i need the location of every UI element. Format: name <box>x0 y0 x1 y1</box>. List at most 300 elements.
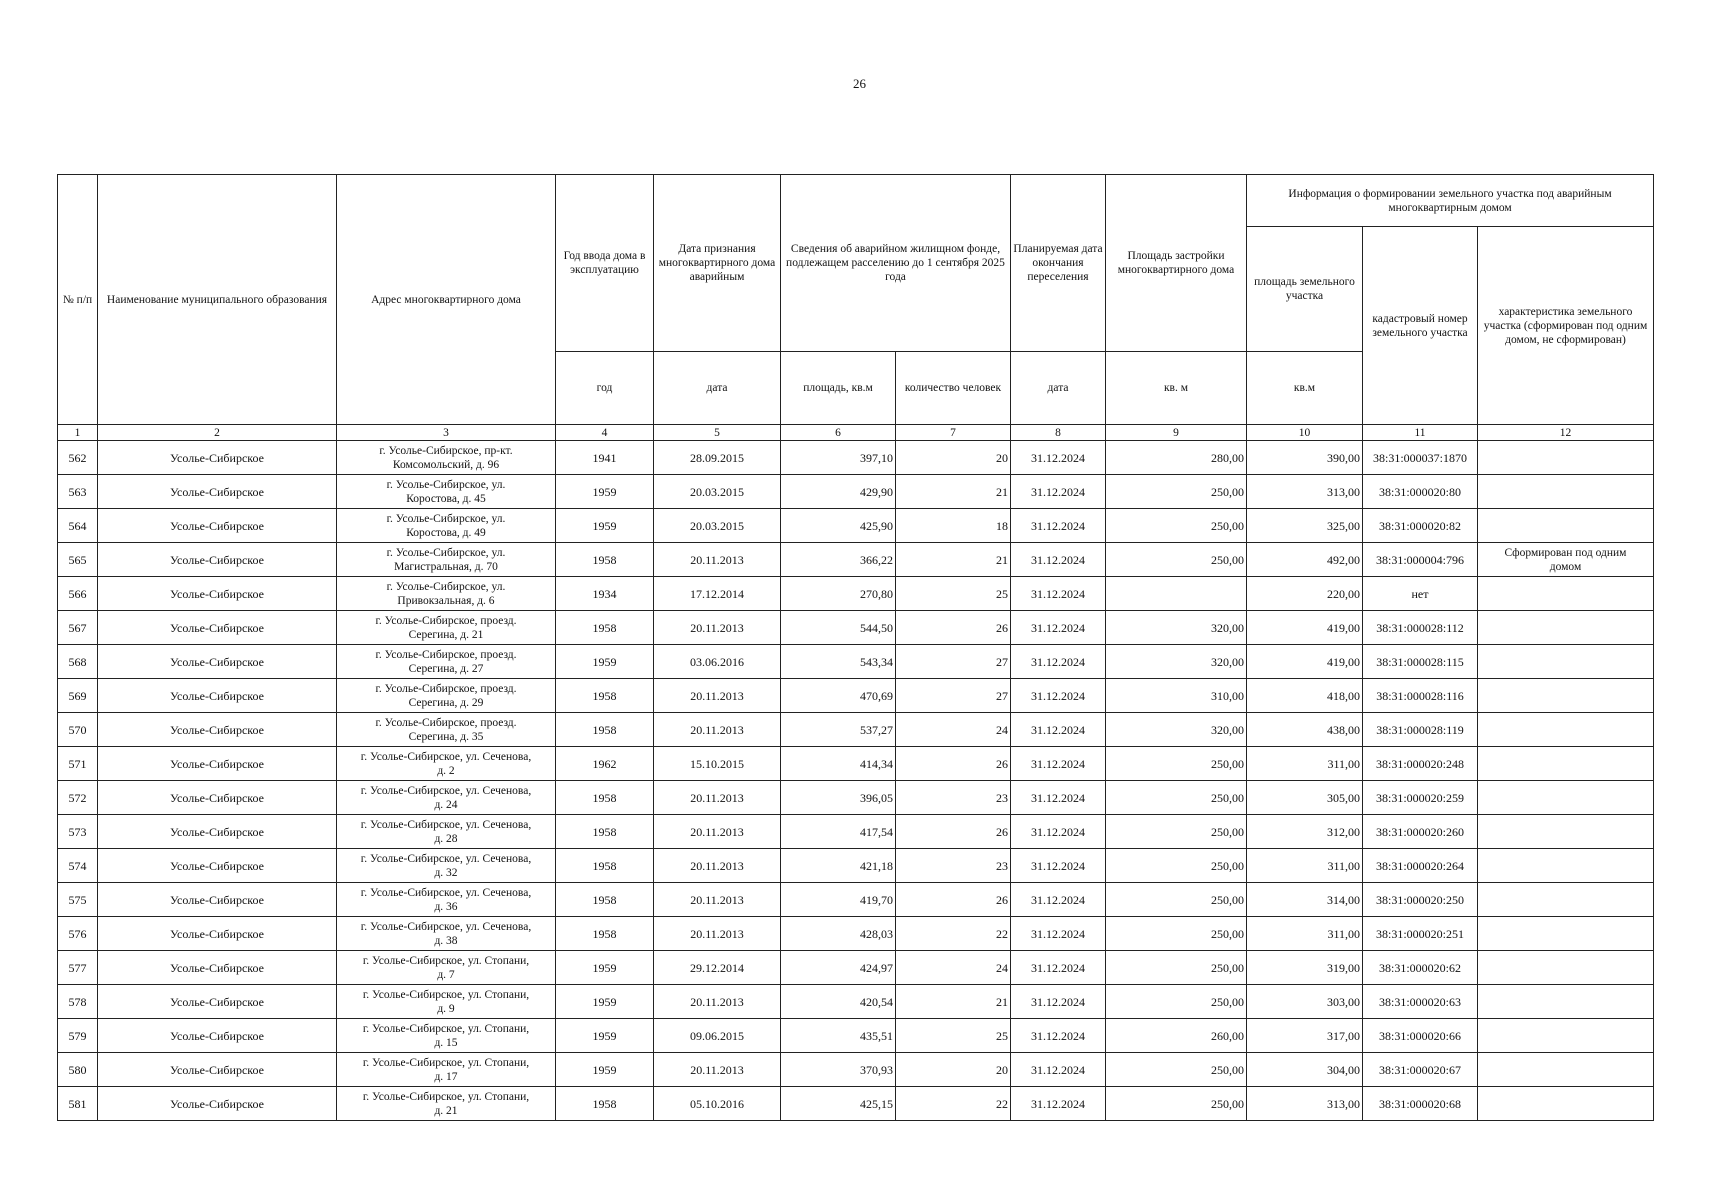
area-cell: 414,34 <box>781 747 896 781</box>
people-cell: 20 <box>896 1053 1011 1087</box>
planned-date-cell: 31.12.2024 <box>1011 543 1106 577</box>
table-row <box>58 1019 1654 1053</box>
recognition-date-cell: 17.12.2014 <box>654 577 781 611</box>
year-cell: 1959 <box>556 1053 654 1087</box>
land-characteristic-cell <box>1478 747 1654 781</box>
land-characteristic-cell <box>1478 1087 1654 1121</box>
year-cell: 1958 <box>556 679 654 713</box>
land-area-cell: 313,00 <box>1247 475 1363 509</box>
row-number: 578 <box>58 985 98 1019</box>
land-characteristic-cell <box>1478 917 1654 951</box>
unit-area: площадь, кв.м <box>781 352 896 425</box>
cadastral-cell: 38:31:000020:80 <box>1363 475 1478 509</box>
address-line: г. Усолье-Сибирское, проезд. <box>375 648 517 661</box>
recognition-date-cell: 20.11.2013 <box>654 917 781 951</box>
planned-date-cell: 31.12.2024 <box>1011 917 1106 951</box>
people-cell: 26 <box>896 611 1011 645</box>
column-number: 12 <box>1478 425 1654 441</box>
address-cell <box>337 441 556 475</box>
header-planned-date: Планируемая дата окончания переселения <box>1011 175 1106 352</box>
address-line: д. 38 <box>434 934 458 947</box>
cadastral-cell: 38:31:000028:115 <box>1363 645 1478 679</box>
municipality-cell: Усолье-Сибирское <box>98 475 337 509</box>
land-area-cell: 304,00 <box>1247 1053 1363 1087</box>
address-cell <box>337 1087 556 1121</box>
cadastral-cell: 38:31:000028:116 <box>1363 679 1478 713</box>
address-cell <box>337 849 556 883</box>
land-area-cell: 319,00 <box>1247 951 1363 985</box>
table-row <box>58 917 1654 951</box>
table-row <box>58 781 1654 815</box>
table-row <box>58 985 1654 1019</box>
address-line: Серегина, д. 27 <box>408 662 484 675</box>
people-cell: 20 <box>896 441 1011 475</box>
table-row <box>58 713 1654 747</box>
municipality-cell: Усолье-Сибирское <box>98 883 337 917</box>
header-year-in-service: Год ввода дома в эксплуатацию <box>556 175 654 352</box>
row-number: 572 <box>58 781 98 815</box>
land-area-cell: 418,00 <box>1247 679 1363 713</box>
row-number: 568 <box>58 645 98 679</box>
built-area-cell: 320,00 <box>1106 611 1247 645</box>
people-cell: 27 <box>896 645 1011 679</box>
recognition-date-cell: 20.03.2015 <box>654 475 781 509</box>
planned-date-cell: 31.12.2024 <box>1011 441 1106 475</box>
cadastral-cell: 38:31:000020:248 <box>1363 747 1478 781</box>
cadastral-cell: 38:31:000020:250 <box>1363 883 1478 917</box>
address-line: Привокзальная, д. 6 <box>397 594 495 607</box>
land-area-cell: 390,00 <box>1247 441 1363 475</box>
year-cell: 1958 <box>556 1087 654 1121</box>
address-cell <box>337 679 556 713</box>
planned-date-cell: 31.12.2024 <box>1011 611 1106 645</box>
row-number: 580 <box>58 1053 98 1087</box>
land-characteristic-cell <box>1478 645 1654 679</box>
people-cell: 23 <box>896 849 1011 883</box>
address-line: г. Усолье-Сибирское, ул. Стопани, <box>362 954 530 967</box>
address-line: Серегина, д. 29 <box>408 696 484 709</box>
address-cell <box>337 951 556 985</box>
row-number: 566 <box>58 577 98 611</box>
address-line: д. 9 <box>437 1002 455 1015</box>
planned-date-cell: 31.12.2024 <box>1011 645 1106 679</box>
planned-date-cell: 31.12.2024 <box>1011 849 1106 883</box>
planned-date-cell: 31.12.2024 <box>1011 781 1106 815</box>
row-number: 565 <box>58 543 98 577</box>
land-area-cell: 438,00 <box>1247 713 1363 747</box>
unit-people: количество человек <box>896 352 1011 425</box>
row-number: 573 <box>58 815 98 849</box>
people-cell: 23 <box>896 781 1011 815</box>
table-row <box>58 849 1654 883</box>
built-area-cell: 280,00 <box>1106 441 1247 475</box>
cadastral-cell: 38:31:000028:112 <box>1363 611 1478 645</box>
address-cell <box>337 509 556 543</box>
cadastral-cell: 38:31:000020:62 <box>1363 951 1478 985</box>
land-area-cell: 419,00 <box>1247 611 1363 645</box>
built-area-cell: 310,00 <box>1106 679 1247 713</box>
built-area-cell <box>1106 577 1247 611</box>
row-number: 567 <box>58 611 98 645</box>
address-line: д. 21 <box>434 1104 458 1117</box>
year-cell: 1958 <box>556 713 654 747</box>
address-line: г. Усолье-Сибирское, ул. <box>386 580 506 593</box>
recognition-date-cell: 20.11.2013 <box>654 713 781 747</box>
land-area-cell: 312,00 <box>1247 815 1363 849</box>
built-area-cell: 250,00 <box>1106 849 1247 883</box>
land-characteristic-cell <box>1478 611 1654 645</box>
cadastral-cell: 38:31:000020:259 <box>1363 781 1478 815</box>
year-cell: 1958 <box>556 917 654 951</box>
area-cell: 397,10 <box>781 441 896 475</box>
header-recognition-date: Дата признания многоквартирного дома аварийным <box>654 175 781 352</box>
address-line: Коростова, д. 49 <box>406 526 486 539</box>
cadastral-cell: 38:31:000028:119 <box>1363 713 1478 747</box>
people-cell: 18 <box>896 509 1011 543</box>
built-area-cell: 250,00 <box>1106 985 1247 1019</box>
area-cell: 435,51 <box>781 1019 896 1053</box>
land-characteristic-cell <box>1478 951 1654 985</box>
address-line: Комсомольский, д. 96 <box>392 458 500 471</box>
municipality-cell: Усолье-Сибирское <box>98 441 337 475</box>
header-land-area: площадь земельного участка <box>1247 227 1363 352</box>
land-characteristic-cell <box>1478 713 1654 747</box>
municipality-cell: Усолье-Сибирское <box>98 815 337 849</box>
built-area-cell: 250,00 <box>1106 781 1247 815</box>
planned-date-cell: 31.12.2024 <box>1011 1053 1106 1087</box>
people-cell: 27 <box>896 679 1011 713</box>
recognition-date-cell: 20.11.2013 <box>654 985 781 1019</box>
header-num: № п/п <box>58 175 98 425</box>
recognition-date-cell: 20.11.2013 <box>654 611 781 645</box>
municipality-cell: Усолье-Сибирское <box>98 849 337 883</box>
planned-date-cell: 31.12.2024 <box>1011 475 1106 509</box>
cadastral-cell: нет <box>1363 577 1478 611</box>
address-line: г. Усолье-Сибирское, ул. Сеченова, <box>360 920 532 933</box>
note-line: Сформирован под одним <box>1504 546 1627 559</box>
cadastral-cell: 38:31:000020:67 <box>1363 1053 1478 1087</box>
year-cell: 1959 <box>556 509 654 543</box>
address-line: г. Усолье-Сибирское, ул. <box>386 478 506 491</box>
page-number: 26 <box>853 76 866 91</box>
built-area-cell: 250,00 <box>1106 747 1247 781</box>
address-line: Серегина, д. 21 <box>408 628 484 641</box>
address-cell <box>337 713 556 747</box>
table-row <box>58 747 1654 781</box>
address-line: д. 2 <box>437 764 455 777</box>
built-area-cell: 250,00 <box>1106 1053 1247 1087</box>
cadastral-cell: 38:31:000037:1870 <box>1363 441 1478 475</box>
cadastral-cell: 38:31:000020:68 <box>1363 1087 1478 1121</box>
municipality-cell: Усолье-Сибирское <box>98 645 337 679</box>
area-cell: 470,69 <box>781 679 896 713</box>
planned-date-cell: 31.12.2024 <box>1011 747 1106 781</box>
column-number: 2 <box>98 425 337 441</box>
address-cell <box>337 815 556 849</box>
land-characteristic-cell <box>1478 509 1654 543</box>
people-cell: 25 <box>896 577 1011 611</box>
land-characteristic-cell <box>1478 781 1654 815</box>
column-number: 8 <box>1011 425 1106 441</box>
recognition-date-cell: 05.10.2016 <box>654 1087 781 1121</box>
land-characteristic-cell <box>1478 475 1654 509</box>
land-characteristic-cell <box>1478 849 1654 883</box>
table-row <box>58 577 1654 611</box>
built-area-cell: 320,00 <box>1106 713 1247 747</box>
land-characteristic-cell <box>1478 679 1654 713</box>
row-number: 575 <box>58 883 98 917</box>
planned-date-cell: 31.12.2024 <box>1011 679 1106 713</box>
planned-date-cell: 31.12.2024 <box>1011 1019 1106 1053</box>
header-address: Адрес многоквартирного дома <box>337 175 556 425</box>
address-cell <box>337 611 556 645</box>
table-row <box>58 1053 1654 1087</box>
header-cadastral: кадастровый номер земельного участка <box>1363 227 1478 425</box>
column-number: 5 <box>654 425 781 441</box>
cadastral-cell: 38:31:000020:260 <box>1363 815 1478 849</box>
year-cell: 1958 <box>556 883 654 917</box>
area-cell: 421,18 <box>781 849 896 883</box>
header-municipality: Наименование муниципального образования <box>98 175 337 425</box>
table-row <box>58 883 1654 917</box>
land-area-cell: 311,00 <box>1247 917 1363 951</box>
recognition-date-cell: 29.12.2014 <box>654 951 781 985</box>
land-characteristic-cell <box>1478 815 1654 849</box>
table-row <box>58 815 1654 849</box>
municipality-cell: Усолье-Сибирское <box>98 781 337 815</box>
table-row <box>58 441 1654 475</box>
address-cell <box>337 1019 556 1053</box>
address-line: г. Усолье-Сибирское, проезд. <box>375 614 517 627</box>
land-characteristic-cell <box>1478 1019 1654 1053</box>
unit-date: дата <box>654 352 781 425</box>
table-row <box>58 509 1654 543</box>
note-line: домом <box>1549 560 1582 573</box>
address-line: Коростова, д. 45 <box>406 492 486 505</box>
table-row <box>58 475 1654 509</box>
year-cell: 1962 <box>556 747 654 781</box>
land-area-cell: 305,00 <box>1247 781 1363 815</box>
people-cell: 26 <box>896 883 1011 917</box>
land-characteristic-cell <box>1478 543 1654 577</box>
unit-planned-date: дата <box>1011 352 1106 425</box>
people-cell: 21 <box>896 543 1011 577</box>
address-cell <box>337 645 556 679</box>
address-line: г. Усолье-Сибирское, ул. Сеченова, <box>360 818 532 831</box>
year-cell: 1959 <box>556 475 654 509</box>
year-cell: 1958 <box>556 781 654 815</box>
land-characteristic-cell <box>1478 441 1654 475</box>
row-number: 579 <box>58 1019 98 1053</box>
land-area-cell: 313,00 <box>1247 1087 1363 1121</box>
row-number: 570 <box>58 713 98 747</box>
municipality-cell: Усолье-Сибирское <box>98 543 337 577</box>
land-characteristic-cell <box>1478 985 1654 1019</box>
emergency-housing-table <box>57 174 1654 1121</box>
column-number: 4 <box>556 425 654 441</box>
people-cell: 22 <box>896 1087 1011 1121</box>
municipality-cell: Усолье-Сибирское <box>98 509 337 543</box>
built-area-cell: 250,00 <box>1106 815 1247 849</box>
address-line: д. 17 <box>434 1070 458 1083</box>
people-cell: 25 <box>896 1019 1011 1053</box>
year-cell: 1958 <box>556 543 654 577</box>
address-line: г. Усолье-Сибирское, пр-кт. <box>379 444 513 457</box>
address-line: д. 28 <box>434 832 458 845</box>
address-line: г. Усолье-Сибирское, ул. Стопани, <box>362 1090 530 1103</box>
land-area-cell: 419,00 <box>1247 645 1363 679</box>
address-line: г. Усолье-Сибирское, ул. Сеченова, <box>360 784 532 797</box>
land-area-cell: 492,00 <box>1247 543 1363 577</box>
land-characteristic-cell <box>1478 883 1654 917</box>
address-line: г. Усолье-Сибирское, ул. Сеченова, <box>360 852 532 865</box>
built-area-cell: 260,00 <box>1106 1019 1247 1053</box>
land-area-cell: 325,00 <box>1247 509 1363 543</box>
people-cell: 24 <box>896 951 1011 985</box>
built-area-cell: 250,00 <box>1106 509 1247 543</box>
unit-land-area: кв.м <box>1247 352 1363 425</box>
recognition-date-cell: 15.10.2015 <box>654 747 781 781</box>
built-area-cell: 250,00 <box>1106 917 1247 951</box>
address-cell <box>337 985 556 1019</box>
column-number: 1 <box>58 425 98 441</box>
recognition-date-cell: 20.11.2013 <box>654 883 781 917</box>
table-row <box>58 951 1654 985</box>
table-row <box>58 1087 1654 1121</box>
land-area-cell: 220,00 <box>1247 577 1363 611</box>
table-body <box>58 441 1654 1121</box>
planned-date-cell: 31.12.2024 <box>1011 1087 1106 1121</box>
address-cell <box>337 917 556 951</box>
year-cell: 1959 <box>556 1019 654 1053</box>
municipality-cell: Усолье-Сибирское <box>98 1053 337 1087</box>
cadastral-cell: 38:31:000020:264 <box>1363 849 1478 883</box>
land-area-cell: 303,00 <box>1247 985 1363 1019</box>
address-line: г. Усолье-Сибирское, проезд. <box>375 716 517 729</box>
people-cell: 26 <box>896 747 1011 781</box>
planned-date-cell: 31.12.2024 <box>1011 883 1106 917</box>
people-cell: 21 <box>896 475 1011 509</box>
address-line: г. Усолье-Сибирское, ул. Стопани, <box>362 1022 530 1035</box>
column-number: 6 <box>781 425 896 441</box>
planned-date-cell: 31.12.2024 <box>1011 985 1106 1019</box>
recognition-date-cell: 20.11.2013 <box>654 849 781 883</box>
row-number: 563 <box>58 475 98 509</box>
table-row <box>58 679 1654 713</box>
municipality-cell: Усолье-Сибирское <box>98 1019 337 1053</box>
cadastral-cell: 38:31:000020:63 <box>1363 985 1478 1019</box>
land-area-cell: 311,00 <box>1247 747 1363 781</box>
recognition-date-cell: 28.09.2015 <box>654 441 781 475</box>
cadastral-cell: 38:31:000020:82 <box>1363 509 1478 543</box>
unit-year: год <box>556 352 654 425</box>
header-land-info: Информация о формировании земельного участка под аварийным многоквартирным домом <box>1247 175 1654 227</box>
municipality-cell: Усолье-Сибирское <box>98 951 337 985</box>
year-cell: 1958 <box>556 611 654 645</box>
column-number-row <box>58 425 1654 441</box>
area-cell: 419,70 <box>781 883 896 917</box>
recognition-date-cell: 20.11.2013 <box>654 1053 781 1087</box>
area-cell: 366,22 <box>781 543 896 577</box>
column-number: 3 <box>337 425 556 441</box>
row-number: 569 <box>58 679 98 713</box>
year-cell: 1959 <box>556 951 654 985</box>
area-cell: 425,90 <box>781 509 896 543</box>
address-line: г. Усолье-Сибирское, ул. Стопани, <box>362 988 530 1001</box>
land-area-cell: 317,00 <box>1247 1019 1363 1053</box>
area-cell: 425,15 <box>781 1087 896 1121</box>
header-fund-info: Сведения об аварийном жилищном фонде, подлежащем расселению до 1 сентября 2025 года <box>781 175 1011 352</box>
planned-date-cell: 31.12.2024 <box>1011 815 1106 849</box>
address-line: д. 7 <box>437 968 455 981</box>
recognition-date-cell: 20.11.2013 <box>654 781 781 815</box>
cadastral-cell: 38:31:000020:251 <box>1363 917 1478 951</box>
municipality-cell: Усолье-Сибирское <box>98 577 337 611</box>
table-row <box>58 543 1654 577</box>
built-area-cell: 250,00 <box>1106 1087 1247 1121</box>
address-line: г. Усолье-Сибирское, ул. <box>386 512 506 525</box>
column-number: 10 <box>1247 425 1363 441</box>
address-line: г. Усолье-Сибирское, ул. <box>386 546 506 559</box>
address-cell <box>337 543 556 577</box>
people-cell: 24 <box>896 713 1011 747</box>
cadastral-cell: 38:31:000020:66 <box>1363 1019 1478 1053</box>
area-cell: 370,93 <box>781 1053 896 1087</box>
year-cell: 1958 <box>556 849 654 883</box>
address-line: г. Усолье-Сибирское, ул. Сеченова, <box>360 750 532 763</box>
people-cell: 21 <box>896 985 1011 1019</box>
row-number: 581 <box>58 1087 98 1121</box>
year-cell: 1934 <box>556 577 654 611</box>
address-line: д. 24 <box>434 798 458 811</box>
column-number: 7 <box>896 425 1011 441</box>
people-cell: 26 <box>896 815 1011 849</box>
row-number: 576 <box>58 917 98 951</box>
area-cell: 537,27 <box>781 713 896 747</box>
built-area-cell: 250,00 <box>1106 543 1247 577</box>
table-row <box>58 611 1654 645</box>
land-characteristic-cell <box>1478 1053 1654 1087</box>
address-line: д. 32 <box>434 866 458 879</box>
area-cell: 428,03 <box>781 917 896 951</box>
row-number: 562 <box>58 441 98 475</box>
area-cell: 424,97 <box>781 951 896 985</box>
area-cell: 396,05 <box>781 781 896 815</box>
area-cell: 420,54 <box>781 985 896 1019</box>
address-line: Магистральная, д. 70 <box>394 560 498 573</box>
row-number: 577 <box>58 951 98 985</box>
area-cell: 417,54 <box>781 815 896 849</box>
address-line: д. 36 <box>434 900 458 913</box>
municipality-cell: Усолье-Сибирское <box>98 917 337 951</box>
cadastral-cell: 38:31:000004:796 <box>1363 543 1478 577</box>
recognition-date-cell: 20.11.2013 <box>654 679 781 713</box>
planned-date-cell: 31.12.2024 <box>1011 713 1106 747</box>
planned-date-cell: 31.12.2024 <box>1011 951 1106 985</box>
recognition-date-cell: 20.11.2013 <box>654 543 781 577</box>
recognition-date-cell: 09.06.2015 <box>654 1019 781 1053</box>
address-line: г. Усолье-Сибирское, ул. Сеченова, <box>360 886 532 899</box>
land-characteristic-cell <box>1478 577 1654 611</box>
built-area-cell: 250,00 <box>1106 475 1247 509</box>
address-line: г. Усолье-Сибирское, проезд. <box>375 682 517 695</box>
land-area-cell: 311,00 <box>1247 849 1363 883</box>
built-area-cell: 320,00 <box>1106 645 1247 679</box>
address-cell <box>337 475 556 509</box>
address-cell <box>337 577 556 611</box>
area-cell: 543,34 <box>781 645 896 679</box>
header-built-area: Площадь застройки многоквартирного дома <box>1106 175 1247 352</box>
